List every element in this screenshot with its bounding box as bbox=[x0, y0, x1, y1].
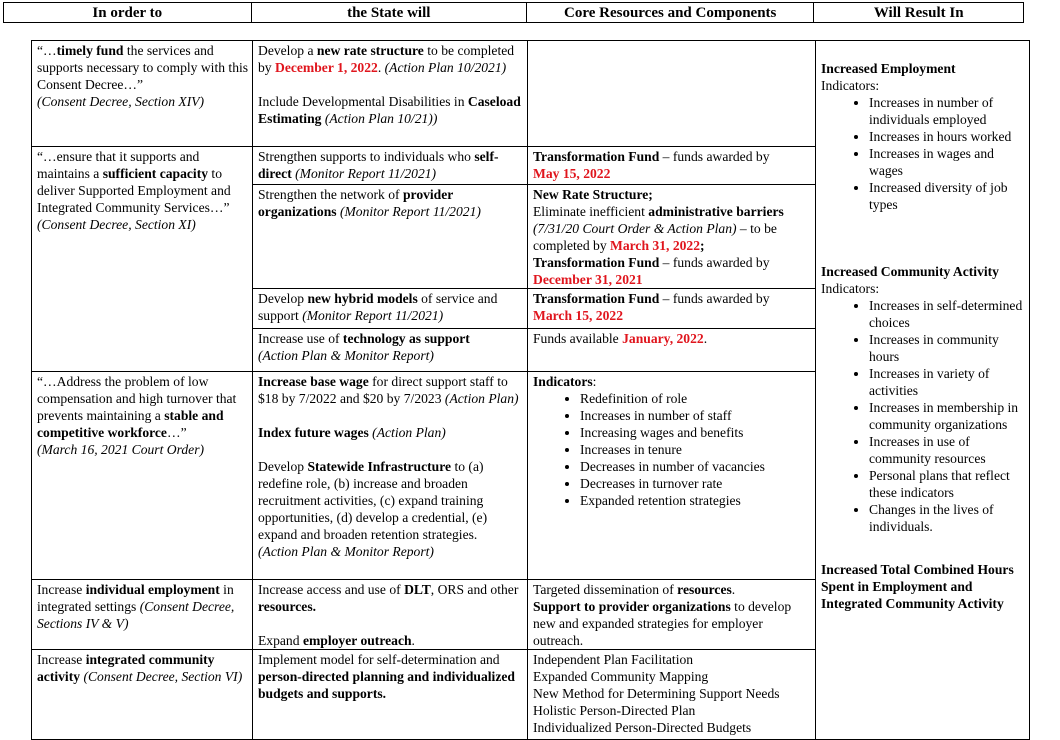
text: …” bbox=[166, 425, 187, 440]
list-item: Holistic Person-Directed Plan bbox=[533, 703, 696, 718]
goal-individual-employment bbox=[32, 580, 253, 650]
deadline: May 15, 2022 bbox=[533, 166, 611, 181]
result-employment-indicators: Indicators: bbox=[821, 78, 880, 93]
text: Include Developmental Disabilities in bbox=[258, 94, 468, 109]
list-item: New Method for Determining Support Needs bbox=[533, 686, 780, 701]
text: Develop bbox=[258, 459, 308, 474]
text: . bbox=[411, 633, 415, 648]
citation: (Action Plan) bbox=[444, 391, 519, 406]
text: Eliminate inefficient bbox=[533, 204, 649, 219]
list-item: • Increases in self-determined choices bbox=[869, 297, 1026, 331]
results-column bbox=[816, 41, 1030, 740]
text: . bbox=[731, 582, 736, 597]
result-total-hours: Increased Total Combined Hours Spent in Employment and Integrated Community Activity bbox=[821, 562, 1014, 611]
citation: (Action Plan) bbox=[368, 425, 446, 440]
list-item: • Increases in variety of activities bbox=[869, 365, 1026, 399]
citation: (Monitor Report 11/2021) bbox=[291, 166, 437, 181]
bold-text: provider organizations bbox=[258, 187, 454, 219]
deadline: December 31, 2021 bbox=[533, 272, 643, 287]
deadline: March 31, 2022 bbox=[610, 238, 701, 253]
bold-text: technology as support bbox=[342, 331, 470, 346]
text: the services and supports necessary to comply with this Consent Decree…” bbox=[37, 43, 249, 92]
text: – funds awarded by bbox=[659, 255, 770, 270]
bold-text: Indicators bbox=[533, 374, 593, 389]
list-item: • Increases in hours worked bbox=[869, 128, 1026, 145]
resource-transformation-fund-march bbox=[528, 289, 816, 329]
workforce-indicator-list bbox=[533, 390, 812, 509]
resource-transformation-fund-may bbox=[528, 147, 816, 185]
text: ; bbox=[700, 238, 705, 253]
text: Strengthen the network of bbox=[258, 187, 403, 202]
list-item: • Increased diversity of job types bbox=[869, 179, 1026, 213]
result-employment-title: Increased Employment bbox=[821, 61, 956, 76]
bold-text: timely fund bbox=[56, 43, 124, 58]
state-self-determination-model bbox=[253, 650, 528, 740]
list-item: • Increases in tenure bbox=[580, 441, 812, 458]
bold-text: integrated community activity bbox=[37, 652, 215, 684]
citation: (Consent Decree, Sections IV & V) bbox=[37, 599, 235, 631]
citation: (Action Plan 10/21)) bbox=[321, 111, 438, 126]
list-item: • Increases in wages and wages bbox=[869, 145, 1026, 179]
list-item: • Increases in membership in community organizations bbox=[869, 399, 1026, 433]
bold-text: Support to provider organizations bbox=[533, 599, 731, 614]
citation: (Consent Decree, Section XIV) bbox=[37, 94, 205, 109]
text: Targeted dissemination of bbox=[533, 582, 678, 597]
list-item: • Increases in number of individuals employed bbox=[869, 94, 1026, 128]
goal-stable-workforce bbox=[32, 372, 253, 580]
resource-new-rate-structure bbox=[528, 185, 816, 289]
bold-text: stable and competitive workforce bbox=[37, 408, 224, 440]
text: for direct support staff to $18 by 7/2022 and $20 by 7/2023 bbox=[258, 374, 508, 406]
text: to deliver Supported Employment and Integrated Community Services…” bbox=[37, 166, 231, 215]
citation: (Action Plan & Monitor Report) bbox=[258, 544, 434, 559]
community-indicator-list bbox=[821, 297, 1026, 535]
citation: (March 16, 2021 Court Order) bbox=[37, 442, 205, 457]
state-self-direct bbox=[253, 147, 528, 185]
citation: (7/31/20 Court Order & Action Plan) bbox=[533, 221, 737, 236]
list-item: • Decreases in number of vacancies bbox=[580, 458, 812, 475]
state-base-wage bbox=[253, 372, 528, 580]
bold-text: Caseload Estimating bbox=[258, 94, 521, 126]
bold-text: DLT bbox=[404, 582, 431, 597]
bold-text: employer outreach bbox=[302, 633, 412, 648]
bold-text: Statewide Infrastructure bbox=[307, 459, 452, 474]
bold-text: resources bbox=[677, 582, 732, 597]
text: Increase bbox=[37, 582, 86, 597]
list-item: • Expanded retention strategies bbox=[580, 492, 812, 509]
deadline: March 15, 2022 bbox=[533, 308, 623, 323]
bold-text: Transformation Fund bbox=[533, 149, 660, 164]
text: – to be completed by bbox=[533, 221, 777, 253]
bold-text: person-directed planning and individualized budgets and supports. bbox=[258, 669, 515, 701]
state-rate-structure bbox=[253, 41, 528, 147]
text: “…ensure that it supports and maintains a bbox=[37, 149, 200, 181]
state-technology bbox=[253, 329, 528, 372]
text: – funds awarded by bbox=[659, 291, 770, 306]
header-state-will: the State will bbox=[252, 3, 527, 22]
list-item: Independent Plan Facilitation bbox=[533, 652, 694, 667]
result-community-title: Increased Community Activity bbox=[821, 264, 999, 279]
bold-text: New Rate Structure; bbox=[533, 187, 653, 202]
text: : bbox=[592, 374, 597, 389]
bold-text: Transformation Fund bbox=[533, 255, 660, 270]
state-hybrid-models bbox=[253, 289, 528, 329]
bold-text: new rate structure bbox=[316, 43, 424, 58]
text: Increase use of bbox=[258, 331, 343, 346]
citation: (Consent Decree, Section XI) bbox=[37, 217, 196, 232]
text: Develop a bbox=[258, 43, 317, 58]
bold-text: Transformation Fund bbox=[533, 291, 660, 306]
text: Expand bbox=[258, 633, 303, 648]
text: – funds awarded by bbox=[659, 149, 770, 164]
list-item: • Decreases in turnover rate bbox=[580, 475, 812, 492]
employment-indicator-list bbox=[821, 94, 1026, 213]
resource-person-directed bbox=[528, 650, 816, 740]
text: in integrated settings bbox=[37, 582, 234, 614]
bold-text: administrative barriers bbox=[648, 204, 784, 219]
citation: (Monitor Report 11/2021) bbox=[336, 204, 481, 219]
bold-text: sufficient capacity bbox=[102, 166, 209, 181]
header-core-resources: Core Resources and Components bbox=[527, 3, 814, 22]
citation: (Monitor Report 11/2021) bbox=[302, 308, 444, 323]
goal-timely-fund bbox=[32, 41, 253, 147]
list-item: • Increases in number of staff bbox=[580, 407, 812, 424]
citation: (Action Plan 10/2021) bbox=[384, 60, 507, 75]
state-provider-organizations bbox=[253, 185, 528, 289]
bold-text: new hybrid models bbox=[307, 291, 418, 306]
list-item: • Redefinition of role bbox=[580, 390, 812, 407]
header-in-order-to: In order to bbox=[4, 3, 252, 22]
header-will-result-in: Will Result In bbox=[873, 5, 964, 21]
text: Funds available bbox=[533, 331, 623, 346]
text: to (a) redefine role, (b) increase and broaden recruitment activities, (c) expand training opportunities, (d) develop a credential, (e) expand and broaden retention strategies. bbox=[258, 459, 488, 542]
text: . bbox=[703, 331, 708, 346]
text: Increase access and use of bbox=[258, 582, 405, 597]
text: Implement model for self-determination and bbox=[258, 652, 500, 667]
state-access-resources bbox=[253, 580, 528, 650]
goal-sufficient-capacity bbox=[32, 147, 253, 372]
bold-text: individual employment bbox=[85, 582, 220, 597]
resources-empty bbox=[528, 41, 816, 147]
resource-funds-available bbox=[528, 329, 816, 372]
bold-text: self-direct bbox=[258, 149, 499, 181]
goal-community-activity bbox=[32, 650, 253, 740]
bold-text: Index future wages bbox=[258, 425, 369, 440]
text: Strengthen supports to individuals who bbox=[258, 149, 475, 164]
text: Increase bbox=[37, 652, 86, 667]
text: of service and support bbox=[258, 291, 498, 323]
header-row bbox=[3, 2, 1024, 23]
list-item: Individualized Person-Directed Budgets bbox=[533, 720, 752, 735]
text: Develop bbox=[258, 291, 308, 306]
text: . bbox=[377, 60, 385, 75]
result-community-indicators: Indicators: bbox=[821, 281, 880, 296]
deadline: January, 2022 bbox=[622, 331, 704, 346]
list-item: • Increases in use of community resources bbox=[869, 433, 1026, 467]
plan-table bbox=[31, 40, 1030, 740]
bold-text: resources. bbox=[258, 599, 317, 614]
text: to be completed by bbox=[258, 43, 515, 75]
bold-text: Increase base wage bbox=[258, 374, 369, 389]
text: to develop new and expanded strategies for employer outreach. bbox=[533, 599, 792, 648]
citation: (Action Plan & Monitor Report) bbox=[258, 348, 434, 363]
list-item: Expanded Community Mapping bbox=[533, 669, 709, 684]
list-item: • Increases in community hours bbox=[869, 331, 1026, 365]
list-item: • Increasing wages and benefits bbox=[580, 424, 812, 441]
citation: (Consent Decree, Section VI) bbox=[80, 669, 243, 684]
resource-targeted-dissemination bbox=[528, 580, 816, 650]
text: , ORS and other bbox=[430, 582, 519, 597]
resource-workforce-indicators bbox=[528, 372, 816, 580]
list-item: • Personal plans that reflect these indicators bbox=[869, 467, 1026, 501]
text: “…Address the problem of low compensation and high turnover that prevents maintaining a bbox=[37, 374, 237, 423]
list-item: • Changes in the lives of individuals. bbox=[869, 501, 1026, 535]
deadline: December 1, 2022 bbox=[275, 60, 378, 75]
text: “… bbox=[37, 43, 57, 58]
